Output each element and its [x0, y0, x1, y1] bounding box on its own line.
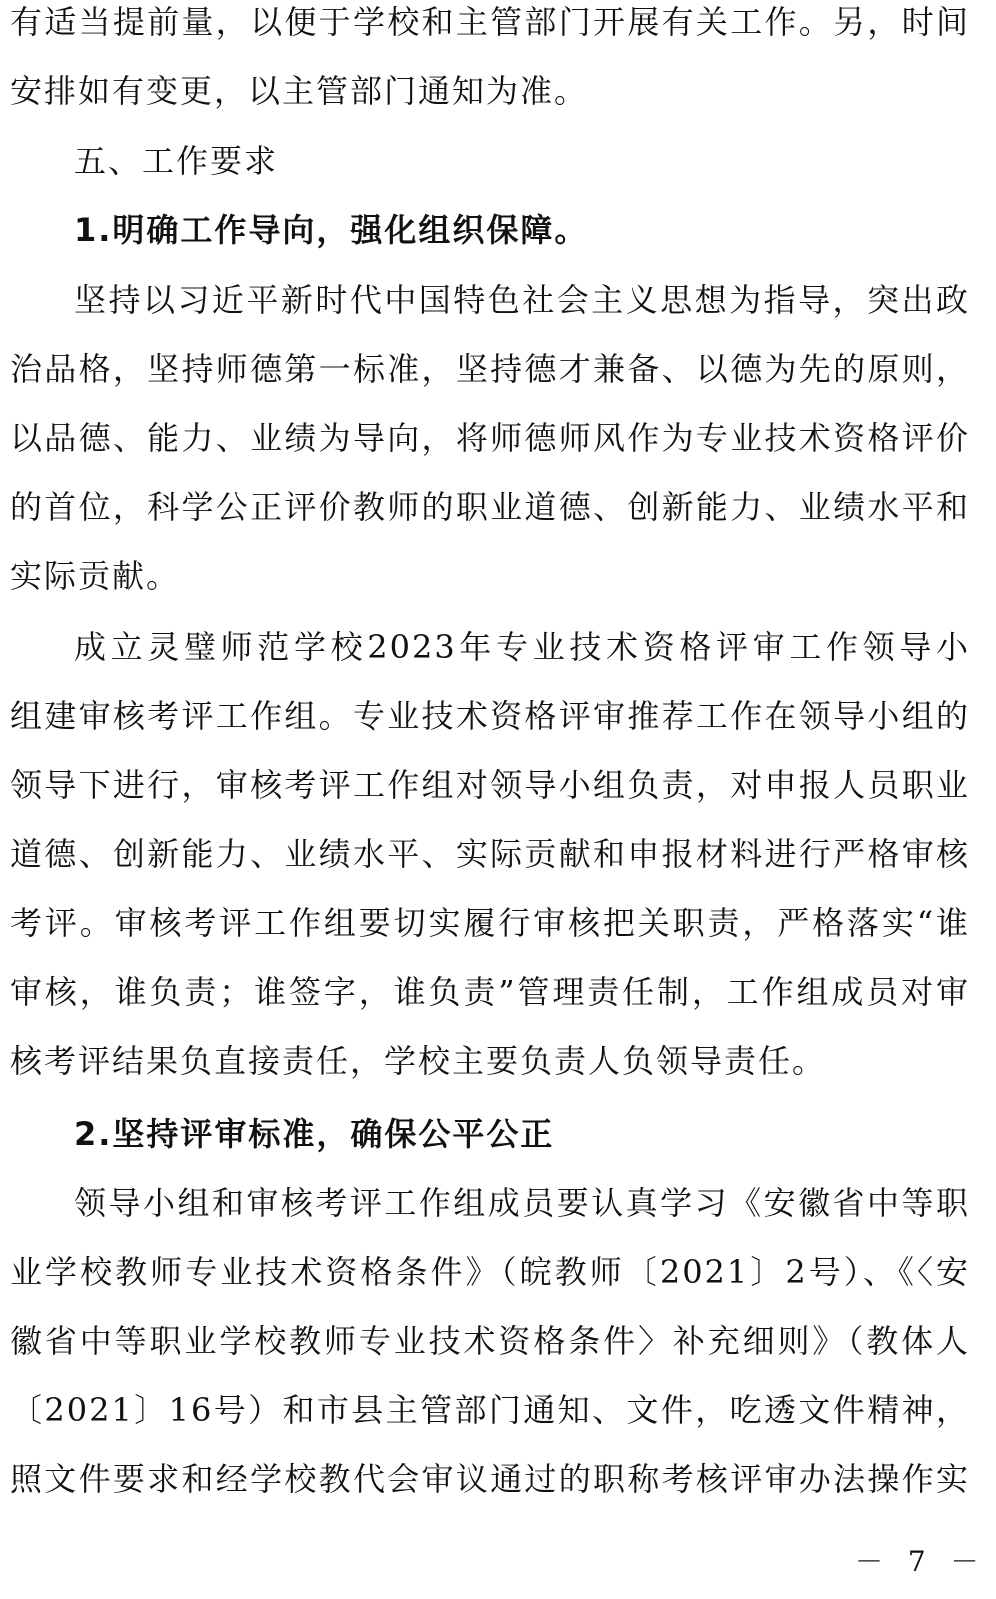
paragraph-line: 成立灵璧师范学校2023年专业技术资格评审工作领导小	[74, 628, 970, 666]
paragraph-line: 组建审核考评工作组。专业技术资格评审推荐工作在领导小组的	[10, 697, 970, 735]
paragraph-line: 核考评结果负直接责任，学校主要负责人负领导责任。	[10, 1042, 827, 1080]
paragraph-line: 道德、创新能力、业绩水平、实际贡献和申报材料进行严格审核	[10, 835, 970, 873]
paragraph-3	[10, 1169, 970, 1514]
paragraph-1	[10, 266, 970, 611]
paragraph-line: 审核，谁负责；谁签字，谁负责”管理责任制，工作组成员对审	[10, 973, 970, 1011]
paragraph-line: 〔2021〕16号）和市县主管部门通知、文件，吃透文件精神，	[10, 1391, 970, 1429]
paragraph-line: 领导小组和审核考评工作组成员要认真学习《安徽省中等职	[74, 1184, 970, 1222]
paragraph-line: 有适当提前量，以便于学校和主管部门开展有关工作。另，时间	[10, 3, 970, 41]
page-number: － 7 －	[855, 1545, 987, 1578]
paragraph-line: 实际贡献。	[10, 557, 181, 595]
paragraph-line: 领导下进行，审核考评工作组对领导小组负责，对申报人员职业	[10, 766, 970, 804]
paragraph-line: 治品格，坚持师德第一标准，坚持德才兼备、以德为先的原则，	[10, 350, 970, 388]
subsection-heading-1: 1.明确工作导向，强化组织保障。	[74, 211, 589, 249]
paragraph-line: 徽省中等职业学校教师专业技术资格条件〉补充细则》（教体人	[10, 1322, 970, 1360]
paragraph-line: 业学校教师专业技术资格条件》（皖教师〔2021〕2号）、《〈安	[10, 1253, 970, 1291]
paragraph-line: 坚持以习近平新时代中国特色社会主义思想为指导，突出政	[74, 281, 970, 319]
subsection-heading-2: 2.坚持评审标准，确保公平公正	[74, 1115, 555, 1153]
paragraph-line: 的首位，科学公正评价教师的职业道德、创新能力、业绩水平和	[10, 488, 970, 526]
paragraph-line: 以品德、能力、业绩为导向，将师德师风作为专业技术资格评价	[10, 419, 970, 457]
section-heading: 五、工作要求	[74, 142, 279, 180]
paragraph-2	[10, 613, 970, 1096]
intro-paragraph	[10, 0, 970, 126]
paragraph-line: 考评。审核考评工作组要切实履行审核把关职责，严格落实“谁	[10, 904, 970, 942]
paragraph-line: 照文件要求和经学校教代会审议通过的职称考核评审办法操作实	[10, 1460, 970, 1498]
paragraph-line: 安排如有变更，以主管部门通知为准。	[10, 72, 589, 110]
